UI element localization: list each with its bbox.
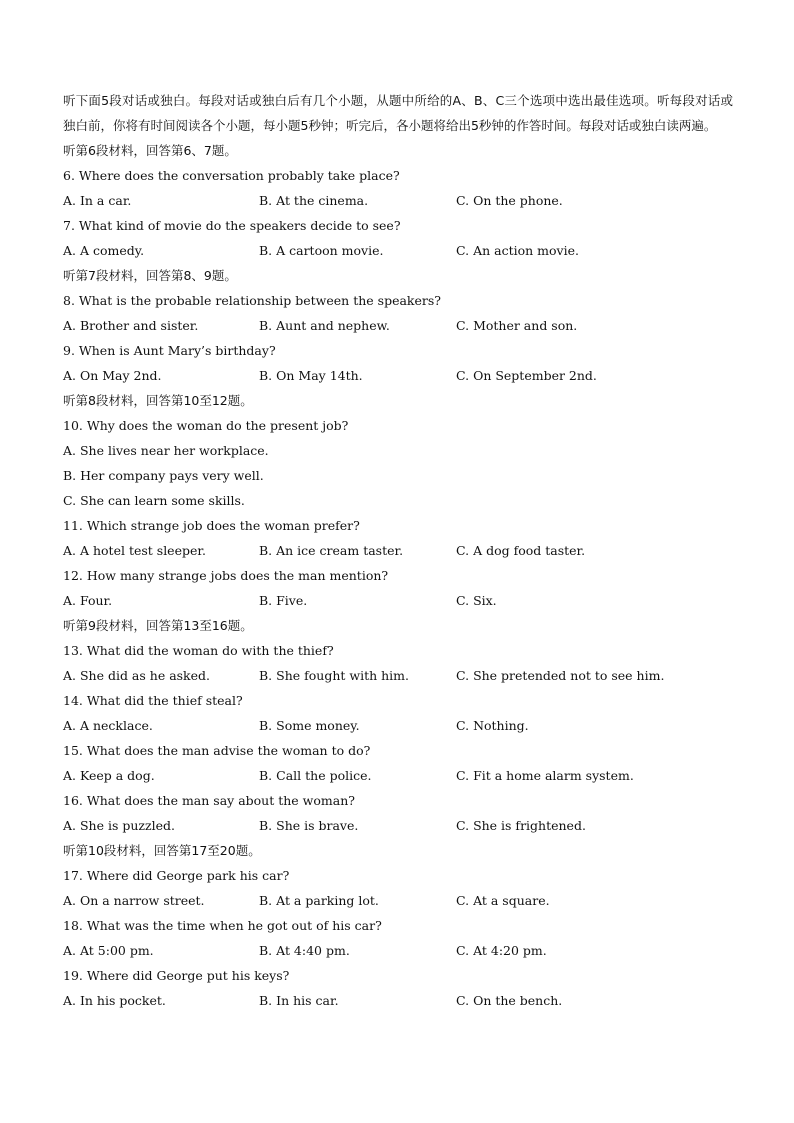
question-text: 13. What did the woman do with the thief?	[63, 643, 334, 658]
answer-option: A. Keep a dog.	[63, 768, 155, 783]
question-text: 10. Why does the woman do the present job?	[63, 418, 349, 433]
answer-option: B. A cartoon movie.	[259, 243, 384, 258]
answer-option: B. Aunt and nephew.	[259, 318, 390, 333]
answer-option: B. She is brave.	[259, 818, 359, 833]
answer-option: B. On May 14th.	[259, 368, 363, 383]
answer-option: A. On May 2nd.	[63, 368, 162, 383]
question-text: 12. How many strange jobs does the man mention?	[63, 568, 389, 583]
answer-option: B. At a parking lot.	[259, 893, 379, 908]
answer-option: A. A comedy.	[63, 243, 145, 258]
question-text: 11. Which strange job does the woman prefer?	[63, 518, 360, 533]
answer-option: A. Four.	[63, 593, 113, 608]
answer-option: C. She pretended not to see him.	[456, 668, 665, 683]
section-header: 听第8段材料，回答第10至12题。	[63, 393, 253, 408]
section-header: 听第7段材料，回答第8、9题。	[63, 268, 237, 283]
answer-option: C. At a square.	[456, 893, 550, 908]
answer-options-row	[63, 888, 733, 913]
answer-option: C. On September 2nd.	[456, 368, 597, 383]
exam-page	[63, 88, 733, 1013]
answer-option: B. She fought with him.	[259, 668, 409, 683]
answer-option: A. At 5:00 pm.	[63, 943, 154, 958]
answer-option: A. She is puzzled.	[63, 818, 175, 833]
answer-option: B. Some money.	[259, 718, 360, 733]
answer-option: C. Nothing.	[456, 718, 529, 733]
answer-option: C. At 4:20 pm.	[456, 943, 547, 958]
question-text: 7. What kind of movie do the speakers decide to see?	[63, 218, 401, 233]
answer-options-row	[63, 988, 733, 1013]
answer-option: C. She can learn some skills.	[63, 493, 245, 508]
answer-option: B. At 4:40 pm.	[259, 943, 350, 958]
listening-instructions: 听下面5段对话或独白。每段对话或独白后有几个小题，从题中所给的A、B、C三个选项中选出最佳选项。听每段对话或独白前，你将有时间阅读各个小题，每小题5秒钟；听完后，各小题将给出5秒钟的作答时间。每段对话或独白读两遍。	[63, 93, 733, 133]
answer-option: A. On a narrow street.	[63, 893, 205, 908]
answer-option: B. At the cinema.	[259, 193, 369, 208]
answer-option: C. Mother and son.	[456, 318, 578, 333]
section-header: 听第6段材料，回答第6、7题。	[63, 143, 237, 158]
question-text: 14. What did the thief steal?	[63, 693, 243, 708]
answer-options-row	[63, 813, 733, 838]
answer-options-row	[63, 313, 733, 338]
answer-options-row	[63, 588, 733, 613]
answer-option: C. On the phone.	[456, 193, 563, 208]
answer-option: A. She lives near her workplace.	[63, 443, 269, 458]
answer-option: C. A dog food taster.	[456, 543, 586, 558]
answer-option: A. A necklace.	[63, 718, 153, 733]
answer-option: A. She did as he asked.	[63, 668, 211, 683]
answer-options-row	[63, 713, 733, 738]
question-list	[63, 138, 733, 1013]
question-text: 19. Where did George put his keys?	[63, 968, 290, 983]
answer-option: A. In his pocket.	[63, 993, 166, 1008]
answer-option: C. An action movie.	[456, 243, 579, 258]
answer-option: C. She is frightened.	[456, 818, 586, 833]
answer-option: B. In his car.	[259, 993, 339, 1008]
answer-options-row	[63, 763, 733, 788]
question-text: 16. What does the man say about the woman?	[63, 793, 355, 808]
question-text: 18. What was the time when he got out of his car?	[63, 918, 382, 933]
answer-option: A. In a car.	[63, 193, 132, 208]
answer-option: C. On the bench.	[456, 993, 563, 1008]
answer-option: B. Her company pays very well.	[63, 468, 264, 483]
question-text: 8. What is the probable relationship between the speakers?	[63, 293, 441, 308]
section-header: 听第9段材料，回答第13至16题。	[63, 618, 253, 633]
answer-option: B. Call the police.	[259, 768, 372, 783]
answer-options-row	[63, 538, 733, 563]
answer-options-row	[63, 663, 733, 688]
answer-options-row	[63, 238, 733, 263]
section-header: 听第10段材料，回答第17至20题。	[63, 843, 261, 858]
answer-option: A. Brother and sister.	[63, 318, 199, 333]
question-text: 15. What does the man advise the woman to do?	[63, 743, 371, 758]
answer-options-row	[63, 938, 733, 963]
answer-option: A. A hotel test sleeper.	[63, 543, 206, 558]
answer-option: C. Six.	[456, 593, 497, 608]
question-text: 17. Where did George park his car?	[63, 868, 290, 883]
answer-options-row	[63, 188, 733, 213]
question-text: 6. Where does the conversation probably take place?	[63, 168, 400, 183]
answer-options-row	[63, 363, 733, 388]
answer-option: C. Fit a home alarm system.	[456, 768, 634, 783]
answer-option: B. An ice cream taster.	[259, 543, 404, 558]
answer-option: B. Five.	[259, 593, 308, 608]
question-text: 9. When is Aunt Mary’s birthday?	[63, 343, 276, 358]
